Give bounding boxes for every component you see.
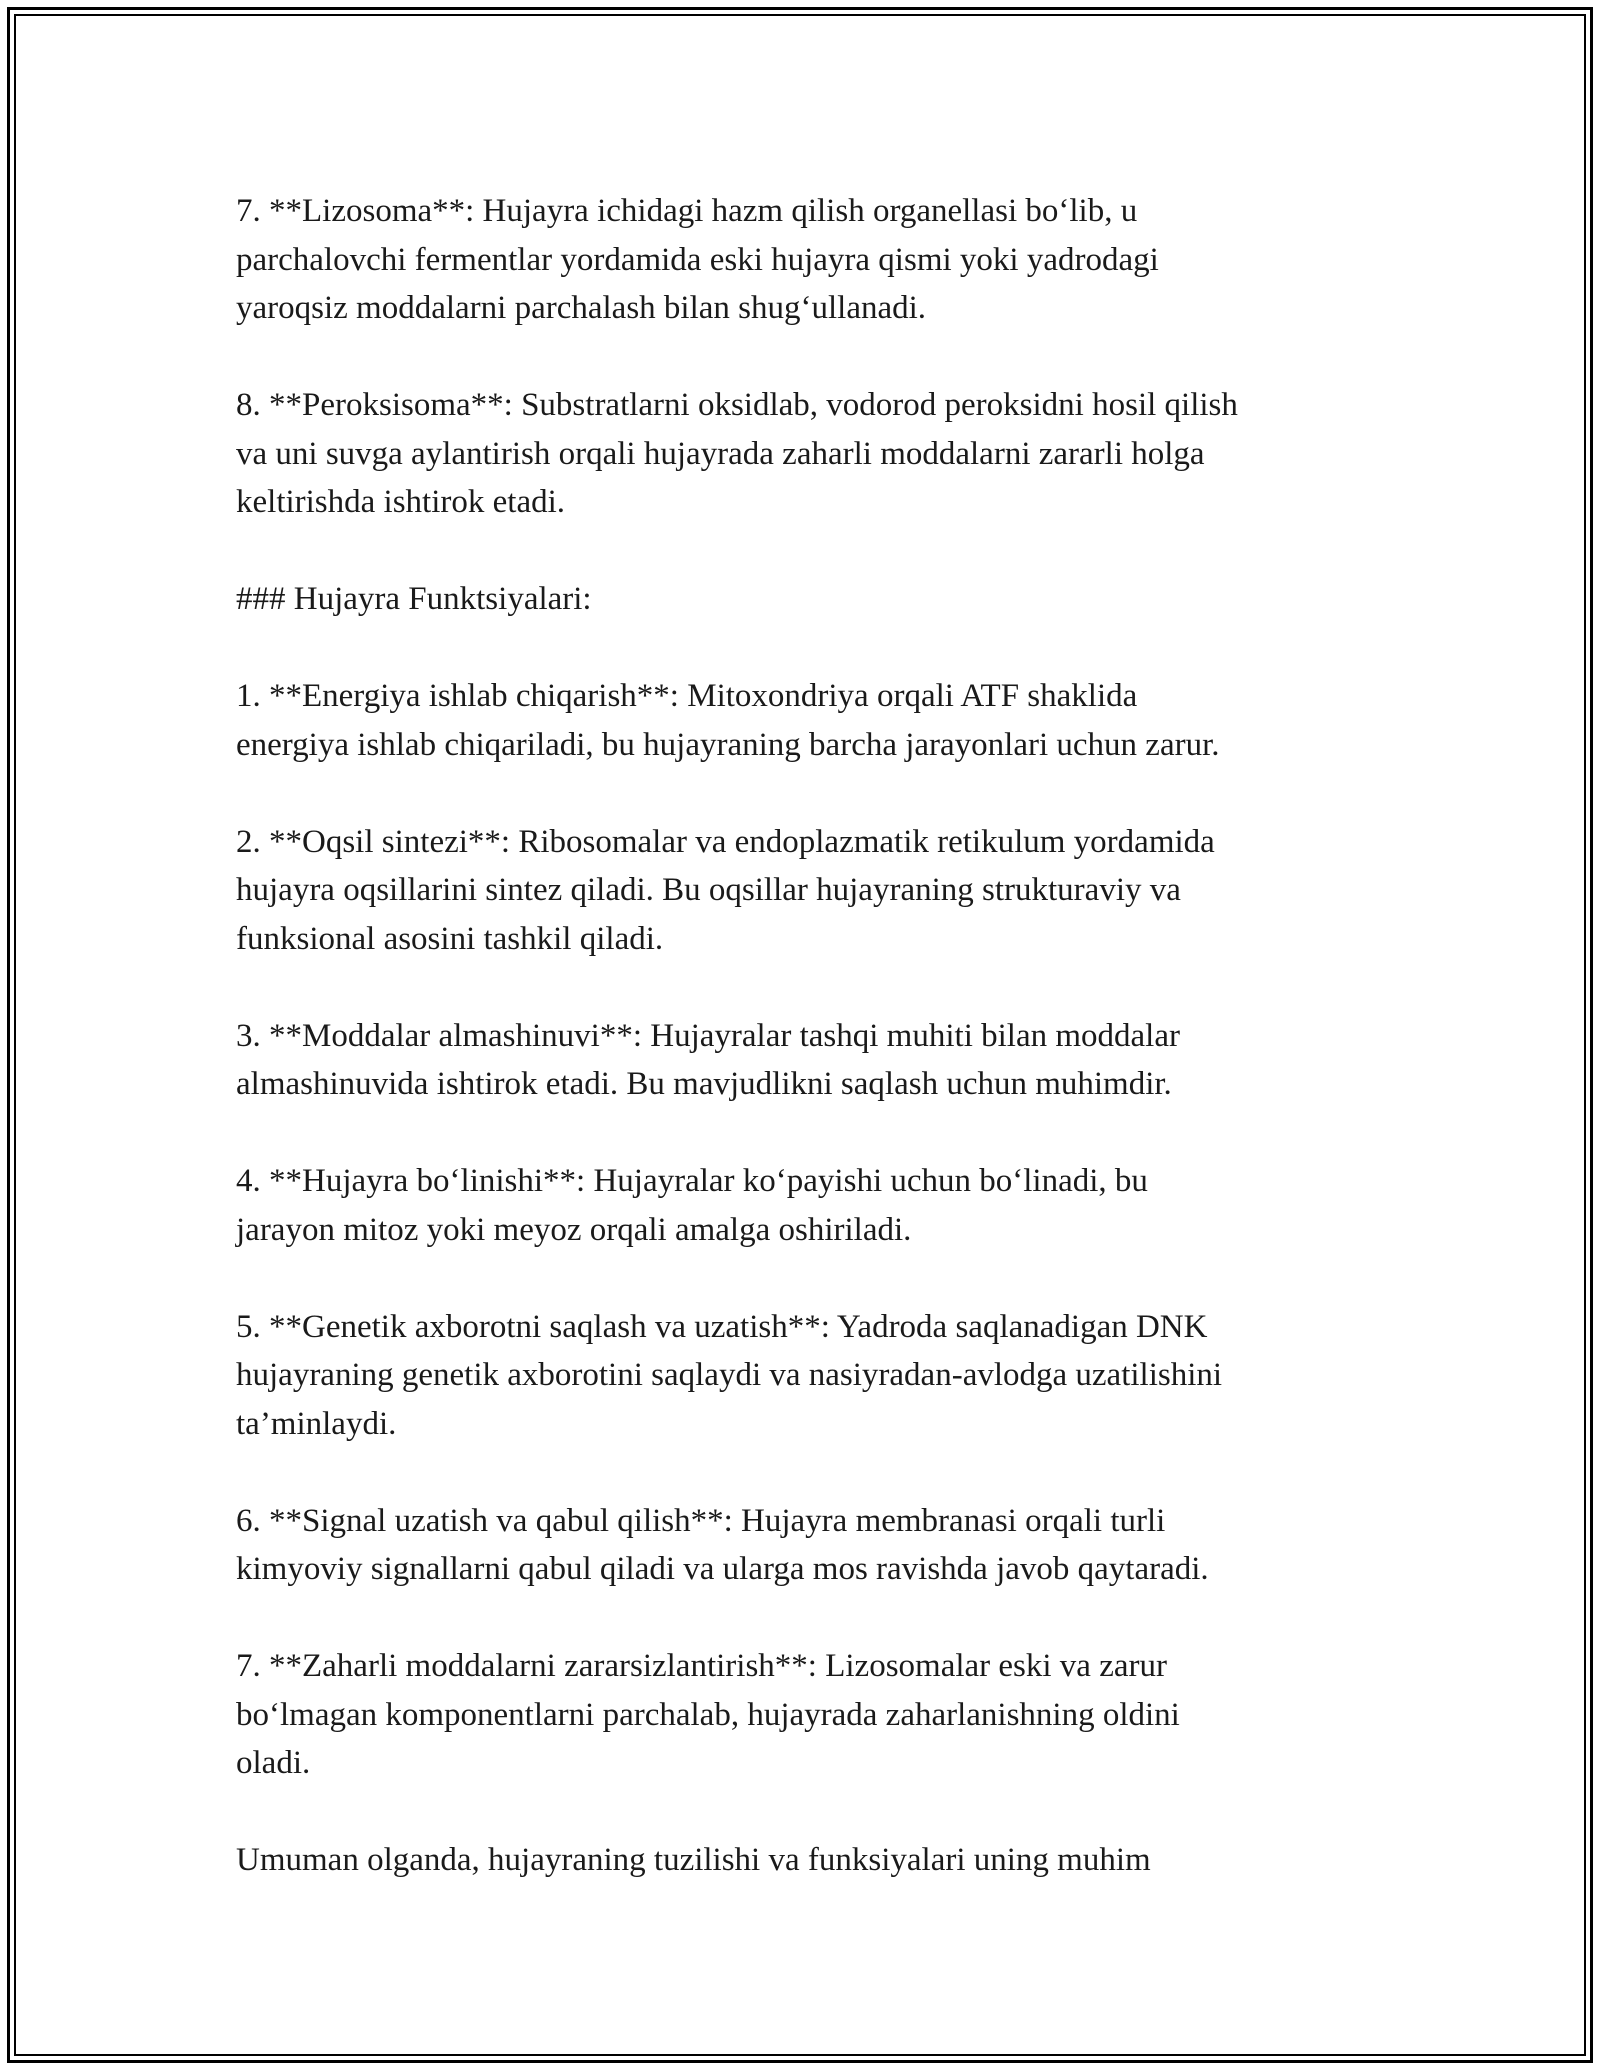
- paragraph-conclusion: Umuman olganda, hujayraning tuzilishi va funksiyalari uning muhim: [236, 1842, 1151, 1878]
- document-body: [236, 187, 1376, 1885]
- paragraph-energiya: 1. **Energiya ishlab chiqarish**: Mitoxondriya orqali ATF shaklida energiya ishlab chiqariladi, bu hujayraning barcha jarayonlari uchun zarur.: [236, 678, 1220, 763]
- paragraph-genetik-axborot: 5. **Genetik axborotni saqlash va uzatish**: Yadroda saqlanadigan DNK hujayraning genetik axborotini saqlaydi va nasiyradan-avlodga uzatilishini ta’minlaydi.: [236, 1308, 1223, 1442]
- section-heading-funktsiyalari: ### Hujayra Funktsiyalari:: [236, 581, 592, 617]
- paragraph-peroksisoma: 8. **Peroksisoma**: Substratlarni oksidlab, vodorod peroksidni hosil qilish va uni suvga aylantirish orqali hujayrada zaharli moddalarni zararli holga keltirishda ishtirok etadi.: [236, 387, 1238, 520]
- paragraph-hujayra-bolinishi: 4. **Hujayra bo‘linishi**: Hujayralar ko‘payishi uchun bo‘linadi, bu jarayon mitoz yoki meyoz orqali amalga oshiriladi.: [236, 1163, 1148, 1248]
- paragraph-oqsil-sintezi: 2. **Oqsil sintezi**: Ribosomalar va endoplazmatik retikulum yordamida hujayra oqsillarini sintez qiladi. Bu oqsillar hujayraning strukturaviy va funksional asosini tashkil qiladi.: [236, 823, 1215, 957]
- paragraph-moddalar-almashinuvi: 3. **Moddalar almashinuvi**: Hujayralar tashqi muhiti bilan moddalar almashinuvida ishtirok etadi. Bu mavjudlikni saqlash uchun muhimdir.: [236, 1017, 1180, 1102]
- paragraph-signal-uzatish: 6. **Signal uzatish va qabul qilish**: Hujayra membranasi orqali turli kimyoviy signallarni qabul qiladi va ularga mos ravishda javob qaytaradi.: [236, 1502, 1209, 1587]
- paragraph-zararsizlantirish: 7. **Zaharli moddalarni zararsizlantirish**: Lizosomalar eski va zarur bo‘lmagan komponentlarni parchalab, hujayrada zaharlanishning oldini oladi.: [236, 1648, 1180, 1781]
- paragraph-lizosoma: 7. **Lizosoma**: Hujayra ichidagi hazm qilish organellasi bo‘lib, u parchalovchi fermentlar yordamida eski hujayra qismi yoki yadrodagi yaroqsiz moddalarni parchalash bilan shug‘ullanadi.: [236, 193, 1159, 326]
